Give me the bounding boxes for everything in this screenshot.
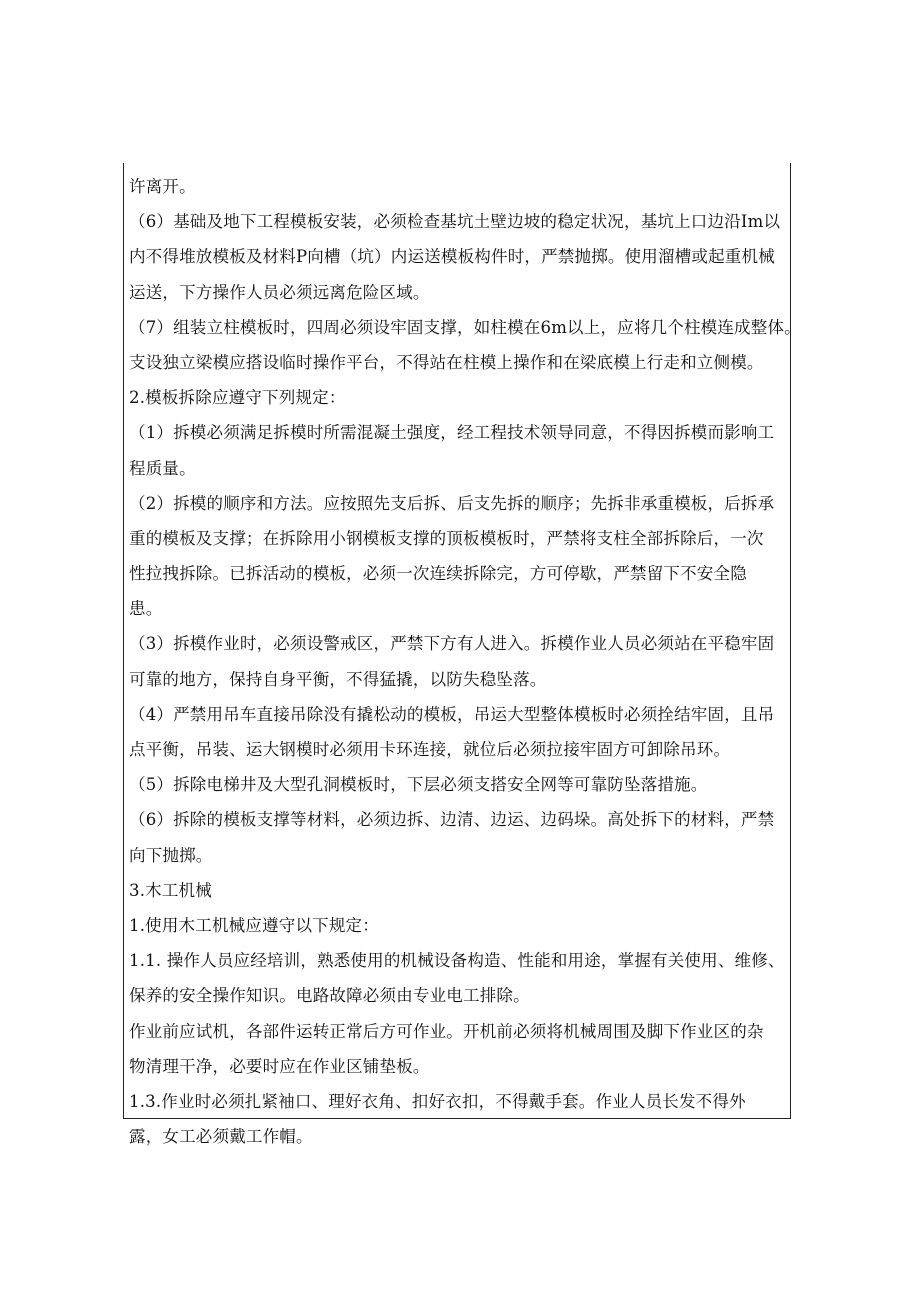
document-body [129,169,801,1154]
text-line: 性拉拽拆除。已拆活动的模板，必须一次连续拆除完，方可停歇，严禁留下不安全隐 [129,564,747,584]
text-line: 内不得堆放模板及材料P向槽（坑）内运送模板构件时，严禁抛掷。使用溜槽或起重机械 [129,247,775,267]
text-line: （4）严禁用吊车直接吊除没有撬松动的模板，吊运大型整体模板时必须拴结牢固，且吊 [129,704,775,724]
text-line: （1）拆模必须满足拆模时所需混凝土强度，经工程技术领导同意，不得因拆模而影响工 [129,423,775,443]
text-line: 1.1. 操作人员应经培训，熟悉使用的机械设备构造、性能和用途，掌握有关使用、维修、 [129,951,785,971]
text-line: 可靠的地方，保持自身平衡，不得猛撬，以防失稳坠落。 [129,669,547,689]
text-line: 物清理干净，必要时应在作业区铺垫板。 [129,1056,430,1076]
text-line: （2）拆模的顺序和方法。应按照先支后拆、后支先拆的顺序；先拆非承重模板，后拆承 [129,493,775,513]
text-line: 向下抛掷。 [129,845,213,865]
text-line: （6）拆除的模板支撑等材料，必须边拆、边清、边运、边码垛。高处拆下的材料，严禁 [129,810,775,830]
text-line: 支设独立梁模应搭设临时操作平台，不得站在柱模上操作和在梁底模上行走和立侧模。 [129,352,764,372]
text-line: （3）拆模作业时，必须设警戒区，严禁下方有人进入。拆模作业人员必须站在平稳牢固 [129,634,775,654]
text-line: 作业前应试机，各部件运转正常后方可作业。开机前必须将机械周围及脚下作业区的杂 [129,1021,764,1041]
text-line: 1.3.作业时必须扎紧袖口、理好衣角、扣好衣扣，不得戴手套。作业人员长发不得外 [129,1091,746,1111]
text-line: 程质量。 [129,458,196,478]
document-frame [123,163,801,1147]
text-line: 许离开。 [129,177,196,196]
text-line: 保养的安全操作知识。电路故障必须由专业电工排除。 [129,986,530,1006]
section-heading: 2.模板拆除应遵守下列规定： [129,388,346,408]
text-line: 露，女工必须戴工作帽。 [129,1127,313,1147]
text-line: 运送，下方操作人员必须远离危险区域。 [129,282,430,302]
text-line: （6）基础及地下工程模板安装，必须检查基坑土壁边坡的稳定状况，基坑上口边沿Im以 [129,212,781,232]
text-line: 重的模板及支撑；在拆除用小钢模板支撑的顶板模板时，严禁将支柱全部拆除后，一次 [129,528,764,548]
text-line: （5）拆除电梯井及大型孔洞模板时，下层必须支搭安全网等可靠防坠落措施。 [129,775,708,795]
section-heading: 3.木工机械 [129,880,212,900]
text-line: 患。 [129,599,163,619]
text-line: （7）组装立柱模板时，四周必须设牢固支撑，如柱模在6m以上，应将几个柱模连成整体。 [129,317,801,337]
text-line: 1.使用木工机械应遵守以下规定： [129,915,379,935]
text-line: 点平衡，吊装、运大钢模时必须用卡环连接，就位后必须拉接牢固方可卸除吊环。 [129,740,731,759]
